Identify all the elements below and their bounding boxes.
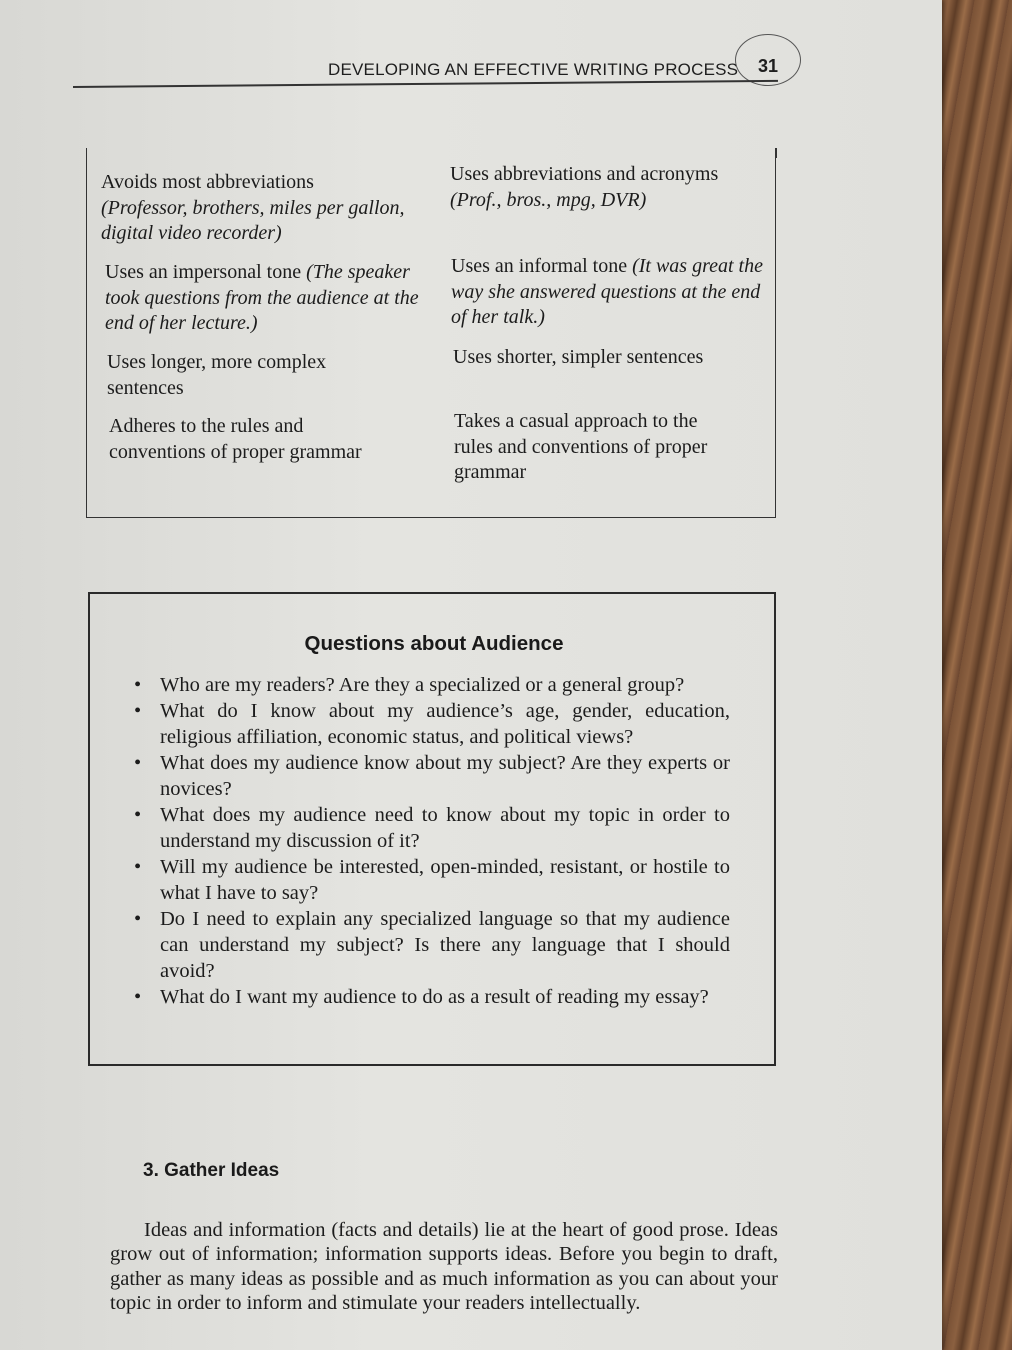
informal-cell-tone [451, 254, 766, 331]
list-item [130, 672, 730, 698]
box-title: Questions about Audience [304, 632, 564, 655]
bullet-icon: • [134, 986, 142, 1008]
body-paragraph: Ideas and information (facts and details) lie at the heart of good prose. Ideas grow out of information; information supports ideas. Before you begin to draft, gather as many ideas as possible and as much information as you can about your topic in order to inform and stimulate your readers intellectually. [110, 1218, 778, 1314]
cell-text: Uses an impersonal tone [105, 261, 302, 283]
list-item [130, 854, 730, 906]
bullet-icon: • [134, 856, 142, 878]
formal-cell-sentences [107, 350, 367, 401]
question-text: What does my audience need to know about my topic in order to understand my discussion of it? [160, 804, 730, 852]
informal-cell-grammar [454, 409, 739, 486]
header-rule [73, 80, 778, 88]
cell-text: Uses an informal tone [451, 255, 628, 277]
page-number: 31 [735, 34, 801, 86]
formal-cell-grammar [109, 414, 399, 465]
running-head: DEVELOPING AN EFFECTIVE WRITING PROCESS [328, 60, 739, 79]
bullet-icon: • [134, 804, 142, 826]
cell-text: Uses shorter, simpler sentences [453, 346, 704, 368]
cell-example: (Prof., bros., mpg, DVR) [450, 188, 647, 211]
table-edge [86, 148, 88, 158]
question-text: Who are my readers? Are they a specialized or a general group? [160, 674, 685, 696]
bullet-icon: • [134, 674, 142, 696]
informal-cell-sentences [453, 345, 768, 371]
cell-text: Avoids most abbreviations [101, 171, 314, 193]
cell-example: (It was great the way she answered questions at the end of her talk.) [451, 255, 763, 328]
list-item [130, 698, 730, 750]
table-edge [775, 148, 777, 158]
list-item [130, 750, 730, 802]
bullet-icon: • [134, 908, 142, 930]
list-item [130, 984, 730, 1010]
cell-text: Uses longer, more complex sentences [107, 351, 327, 399]
cell-text: Adheres to the rules and conventions of proper grammar [109, 415, 362, 463]
question-text: What do I know about my audience’s age, gender, education, religious affiliation, economic status, and political views? [160, 700, 730, 748]
question-text: What do I want my audience to do as a result of reading my essay? [160, 986, 709, 1008]
cell-text: Uses abbreviations and acronyms [450, 163, 719, 185]
wooden-table-background [940, 0, 1012, 1350]
question-text: Do I need to explain any specialized language so that my audience can understand my subject? Is there any language that I should avoid? [160, 908, 730, 982]
bullet-icon: • [134, 752, 142, 774]
question-text: What does my audience know about my subject? Are they experts or novices? [160, 752, 730, 800]
question-text: Will my audience be interested, open-minded, resistant, or hostile to what I have to say? [160, 856, 730, 904]
audience-question-list [130, 672, 730, 1010]
formal-cell-tone [105, 260, 420, 337]
list-item [130, 906, 730, 984]
formal-informal-comparison-table [86, 152, 776, 518]
formal-cell-abbreviations [101, 170, 416, 247]
bullet-icon: • [134, 700, 142, 722]
cell-example: (Professor, brothers, miles per gallon, digital video recorder) [101, 196, 405, 244]
list-item [130, 802, 730, 854]
cell-text: Takes a casual approach to the rules and conventions of proper grammar [454, 410, 708, 483]
informal-cell-abbreviations [450, 162, 765, 213]
cell-example: (The speaker took questions from the audience at the end of her lecture.) [105, 261, 419, 334]
questions-about-audience-box [88, 592, 776, 1066]
section-heading: 3. Gather Ideas [143, 1160, 280, 1181]
